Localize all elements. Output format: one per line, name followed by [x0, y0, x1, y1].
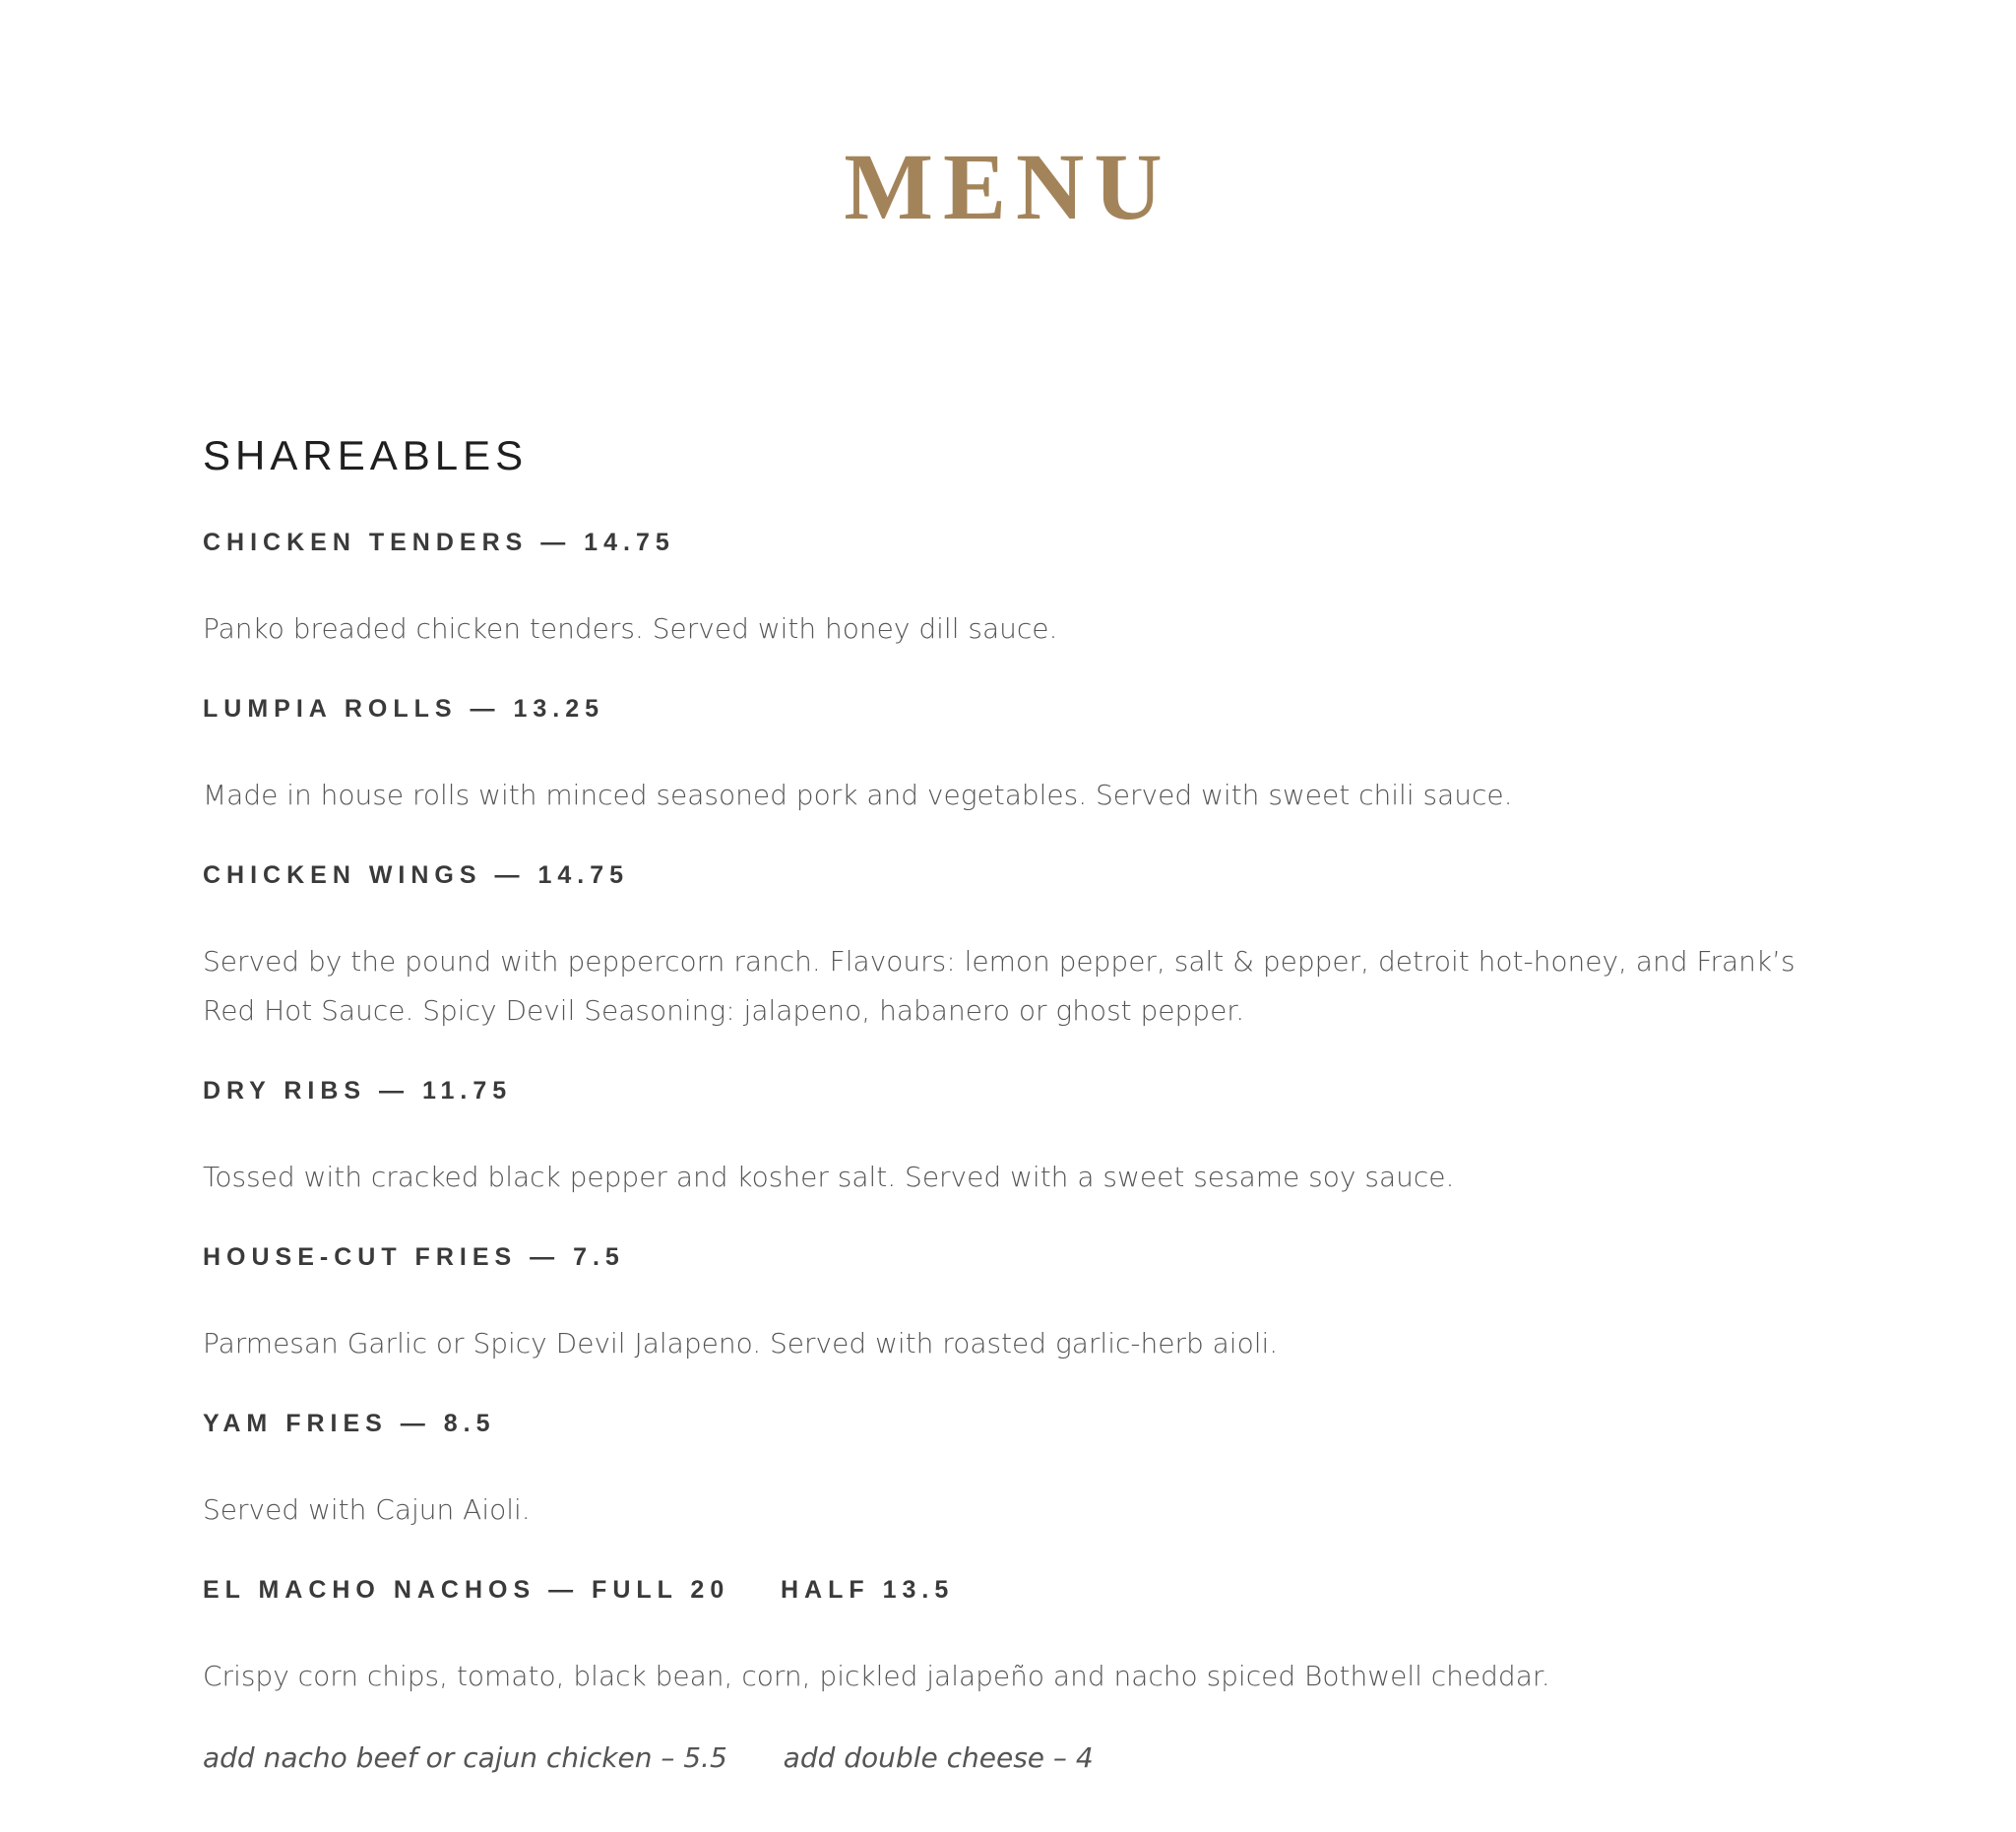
- nacho-addons: [203, 1734, 1827, 1783]
- menu-title: MENU: [844, 134, 1172, 240]
- item-name: YAM FRIES — 8.5: [203, 1410, 496, 1438]
- menu-item: [203, 1409, 1827, 1535]
- shareables-section: [203, 433, 1827, 1783]
- item-description: Served by the pound with peppercorn ranch. Flavours: lemon pepper, salt & pepper, detroit hot-honey, and Frank’s Red Hot Sauce. Spicy Devil Seasoning: jalapeno, habanero or ghost pepper.: [203, 945, 1796, 1028]
- item-name: DRY RIBS — 11.75: [203, 1077, 513, 1106]
- item-description: Crispy corn chips, tomato, black bean, corn, pickled jalapeño and nacho spiced Bothwell cheddar.: [203, 1660, 1550, 1693]
- menu-item: [203, 528, 1827, 654]
- item-name: HOUSE-CUT FRIES — 7.5: [203, 1243, 625, 1272]
- item-name: CHICKEN TENDERS — 14.75: [203, 529, 675, 557]
- menu-item: [203, 1242, 1827, 1368]
- menu-item: [203, 1575, 1827, 1701]
- item-description: Panko breaded chicken tenders. Served with honey dill sauce.: [203, 612, 1058, 646]
- item-description: Parmesan Garlic or Spicy Devil Jalapeno. Served with roasted garlic-herb aioli.: [203, 1327, 1279, 1360]
- item-name: LUMPIA ROLLS — 13.25: [203, 695, 605, 724]
- section-title: SHAREABLES: [203, 432, 529, 478]
- menu-item: [203, 860, 1827, 1036]
- item-description: Served with Cajun Aioli.: [203, 1493, 531, 1527]
- item-name: CHICKEN WINGS — 14.75: [203, 861, 630, 890]
- menu-item: [203, 1076, 1827, 1202]
- menu-item: [203, 694, 1827, 820]
- addon-option: add double cheese – 4: [783, 1741, 1094, 1775]
- addon-option: add nacho beef or cajun chicken – 5.5: [203, 1741, 727, 1775]
- item-name: EL MACHO NACHOS — FULL 20 HALF 13.5: [203, 1576, 955, 1605]
- item-description: Made in house rolls with minced seasoned pork and vegetables. Served with sweet chili sauce.: [203, 779, 1513, 812]
- item-description: Tossed with cracked black pepper and kosher salt. Served with a sweet sesame soy sauce.: [203, 1161, 1455, 1194]
